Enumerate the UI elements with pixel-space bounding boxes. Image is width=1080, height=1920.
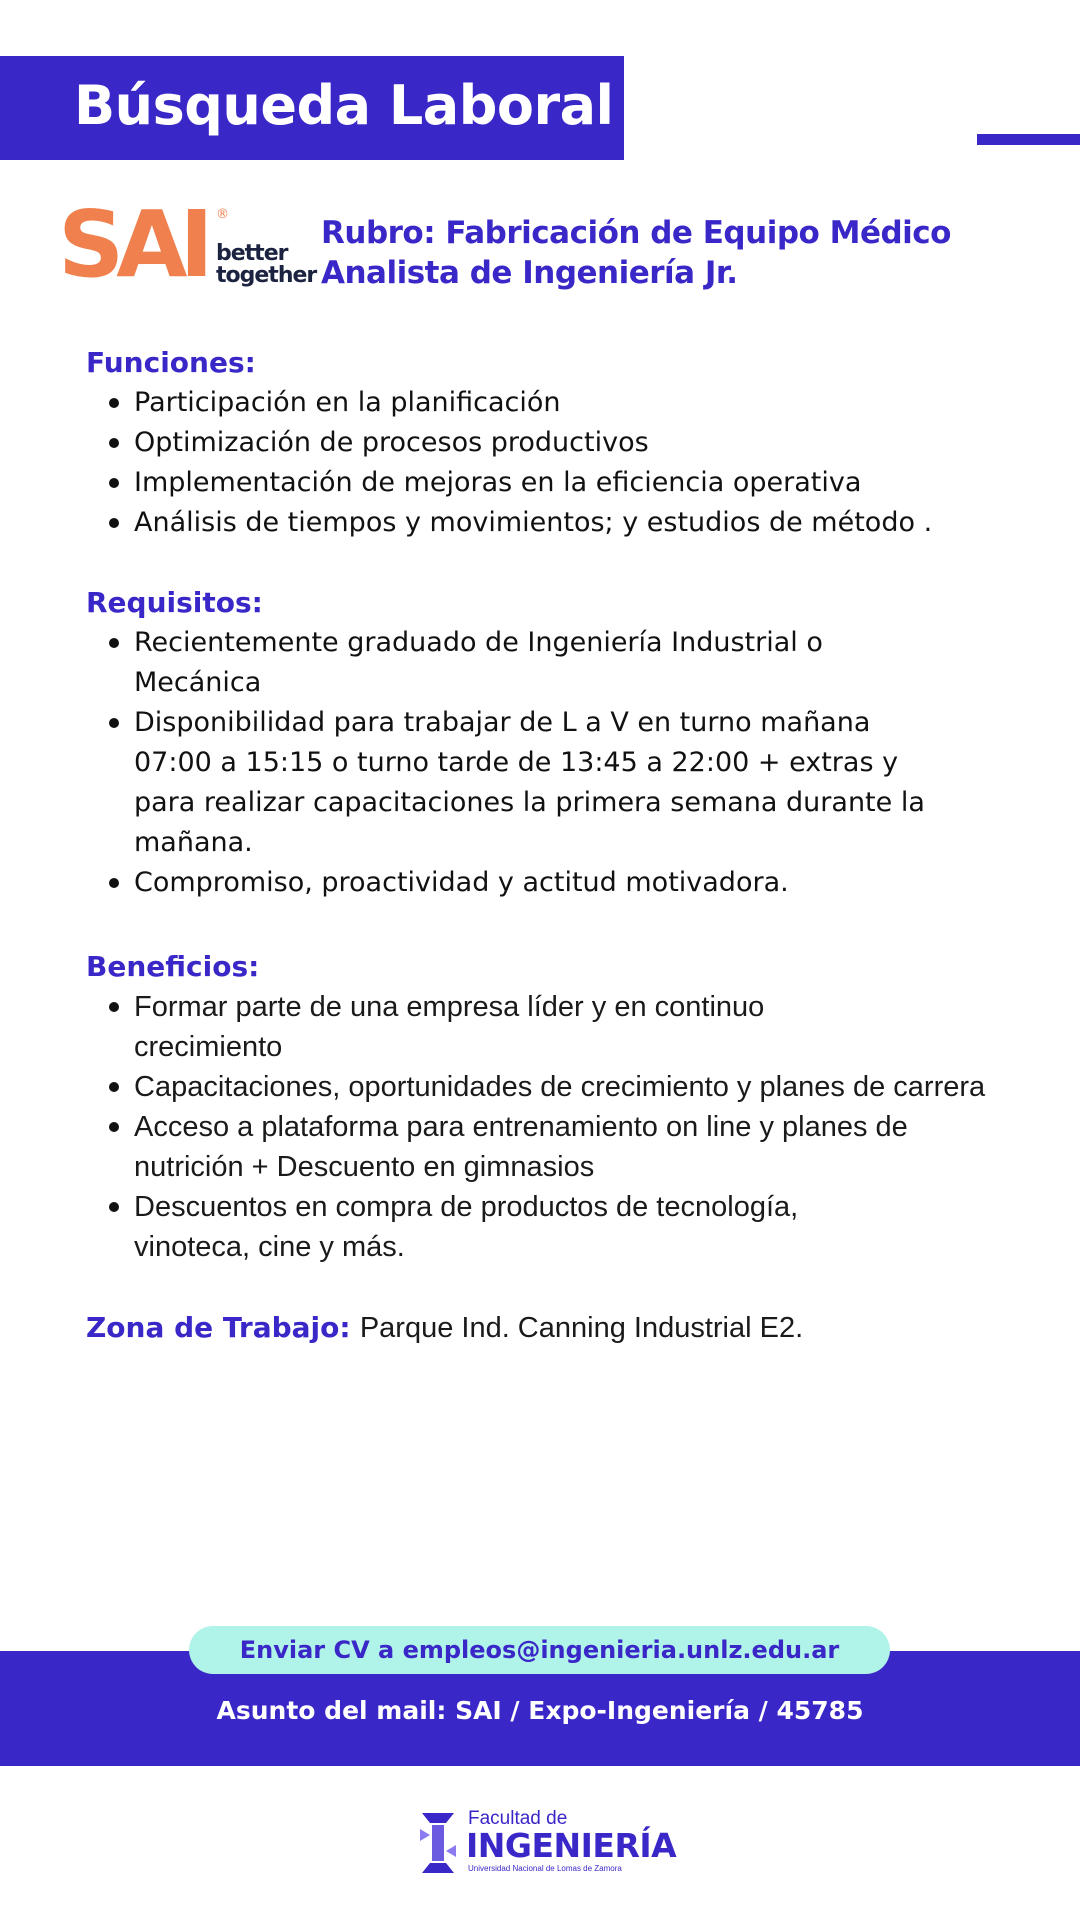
bullet xyxy=(109,878,119,888)
item-text: Análisis de tiempos y movimientos; y estudios de método . xyxy=(134,507,933,538)
funciones-list xyxy=(86,383,1006,543)
bullet xyxy=(109,438,119,448)
sai-tagline xyxy=(216,243,316,287)
funciones-item xyxy=(86,503,1006,543)
faculty-logo-mark-icon xyxy=(418,1811,458,1875)
beneficios-item xyxy=(86,1067,1004,1107)
registered-mark: ® xyxy=(216,207,229,222)
bullet xyxy=(109,1082,119,1092)
mail-subject: Asunto del mail: SAI / Expo-Ingeniería / 45785 xyxy=(216,1696,864,1725)
send-cv-pill[interactable] xyxy=(189,1626,890,1674)
funciones-item xyxy=(86,463,1006,503)
item-text: Formar parte de una empresa líder y en continuo crecimiento xyxy=(134,991,765,1063)
work-zone-label: Zona de Trabajo: xyxy=(86,1311,351,1344)
page-title: Búsqueda Laboral xyxy=(74,74,614,137)
item-text: Participación en la planificación xyxy=(134,387,561,418)
funciones-item xyxy=(86,383,1006,423)
funciones-title: Funciones: xyxy=(86,346,256,379)
bullet xyxy=(109,1202,119,1212)
requisitos-list xyxy=(86,623,966,903)
requisitos-item xyxy=(86,703,934,863)
beneficios-item xyxy=(86,1187,904,1267)
decorative-line xyxy=(977,134,1080,145)
item-text: Disponibilidad para trabajar de L a V en turno mañana 07:00 a 15:15 o turno tarde de 13:45 a 22:00 + extras y para realizar capacitaciones la primera semana durante la mañana. xyxy=(134,707,925,858)
bullet xyxy=(109,718,119,728)
item-text: Optimización de procesos productivos xyxy=(134,427,649,458)
sai-logo-text: SAI xyxy=(58,191,206,298)
faculty-logo-line2: INGENIERÍA xyxy=(466,1826,677,1865)
funciones-item xyxy=(86,423,1006,463)
beneficios-title: Beneficios: xyxy=(86,950,260,983)
sai-logo xyxy=(58,191,317,298)
job-rubro: Rubro: Fabricación de Equipo Médico xyxy=(321,215,951,251)
requisitos-title: Requisitos: xyxy=(86,586,263,619)
work-zone xyxy=(86,1307,1006,1348)
bullet xyxy=(109,638,119,648)
spacer xyxy=(86,1267,1006,1307)
requisitos-item xyxy=(86,863,966,903)
item-text: Capacitaciones, oportunidades de crecimiento y planes de carrera xyxy=(134,1071,986,1103)
beneficios-item xyxy=(86,987,834,1067)
job-header xyxy=(321,213,951,293)
item-text: Acceso a plataforma para entrenamiento on line y planes de nutrición + Descuento en gimnasios xyxy=(134,1111,908,1183)
send-cv-text: Enviar CV a empleos@ingenieria.unlz.edu.ar xyxy=(239,1636,840,1664)
spacer xyxy=(86,903,1006,947)
bullet xyxy=(109,1002,119,1012)
faculty-logo-line3: Universidad Nacional de Lomas de Zamora xyxy=(468,1864,622,1873)
spacer xyxy=(86,543,1006,583)
bullet xyxy=(109,398,119,408)
item-text: Compromiso, proactividad y actitud motivadora. xyxy=(134,867,789,898)
job-content xyxy=(86,343,1006,1348)
bullet xyxy=(109,518,119,528)
bullet xyxy=(109,1122,119,1132)
item-text: Recientemente graduado de Ingeniería Industrial o Mecánica xyxy=(134,627,823,698)
beneficios-list xyxy=(86,987,1006,1267)
faculty-logo xyxy=(418,1808,677,1878)
beneficios-item xyxy=(86,1107,1004,1187)
item-text: Implementación de mejoras en la eficiencia operativa xyxy=(134,467,862,498)
bullet xyxy=(109,478,119,488)
job-position: Analista de Ingeniería Jr. xyxy=(321,255,738,291)
tagline-better: better xyxy=(216,241,288,266)
faculty-logo-line1: Facultad de xyxy=(468,1808,568,1829)
requisitos-item xyxy=(86,623,914,703)
item-text: Descuentos en compra de productos de tecnología, vinoteca, cine y más. xyxy=(134,1191,799,1263)
work-zone-value: Parque Ind. Canning Industrial E2. xyxy=(359,1312,804,1344)
tagline-together: together xyxy=(216,263,317,288)
